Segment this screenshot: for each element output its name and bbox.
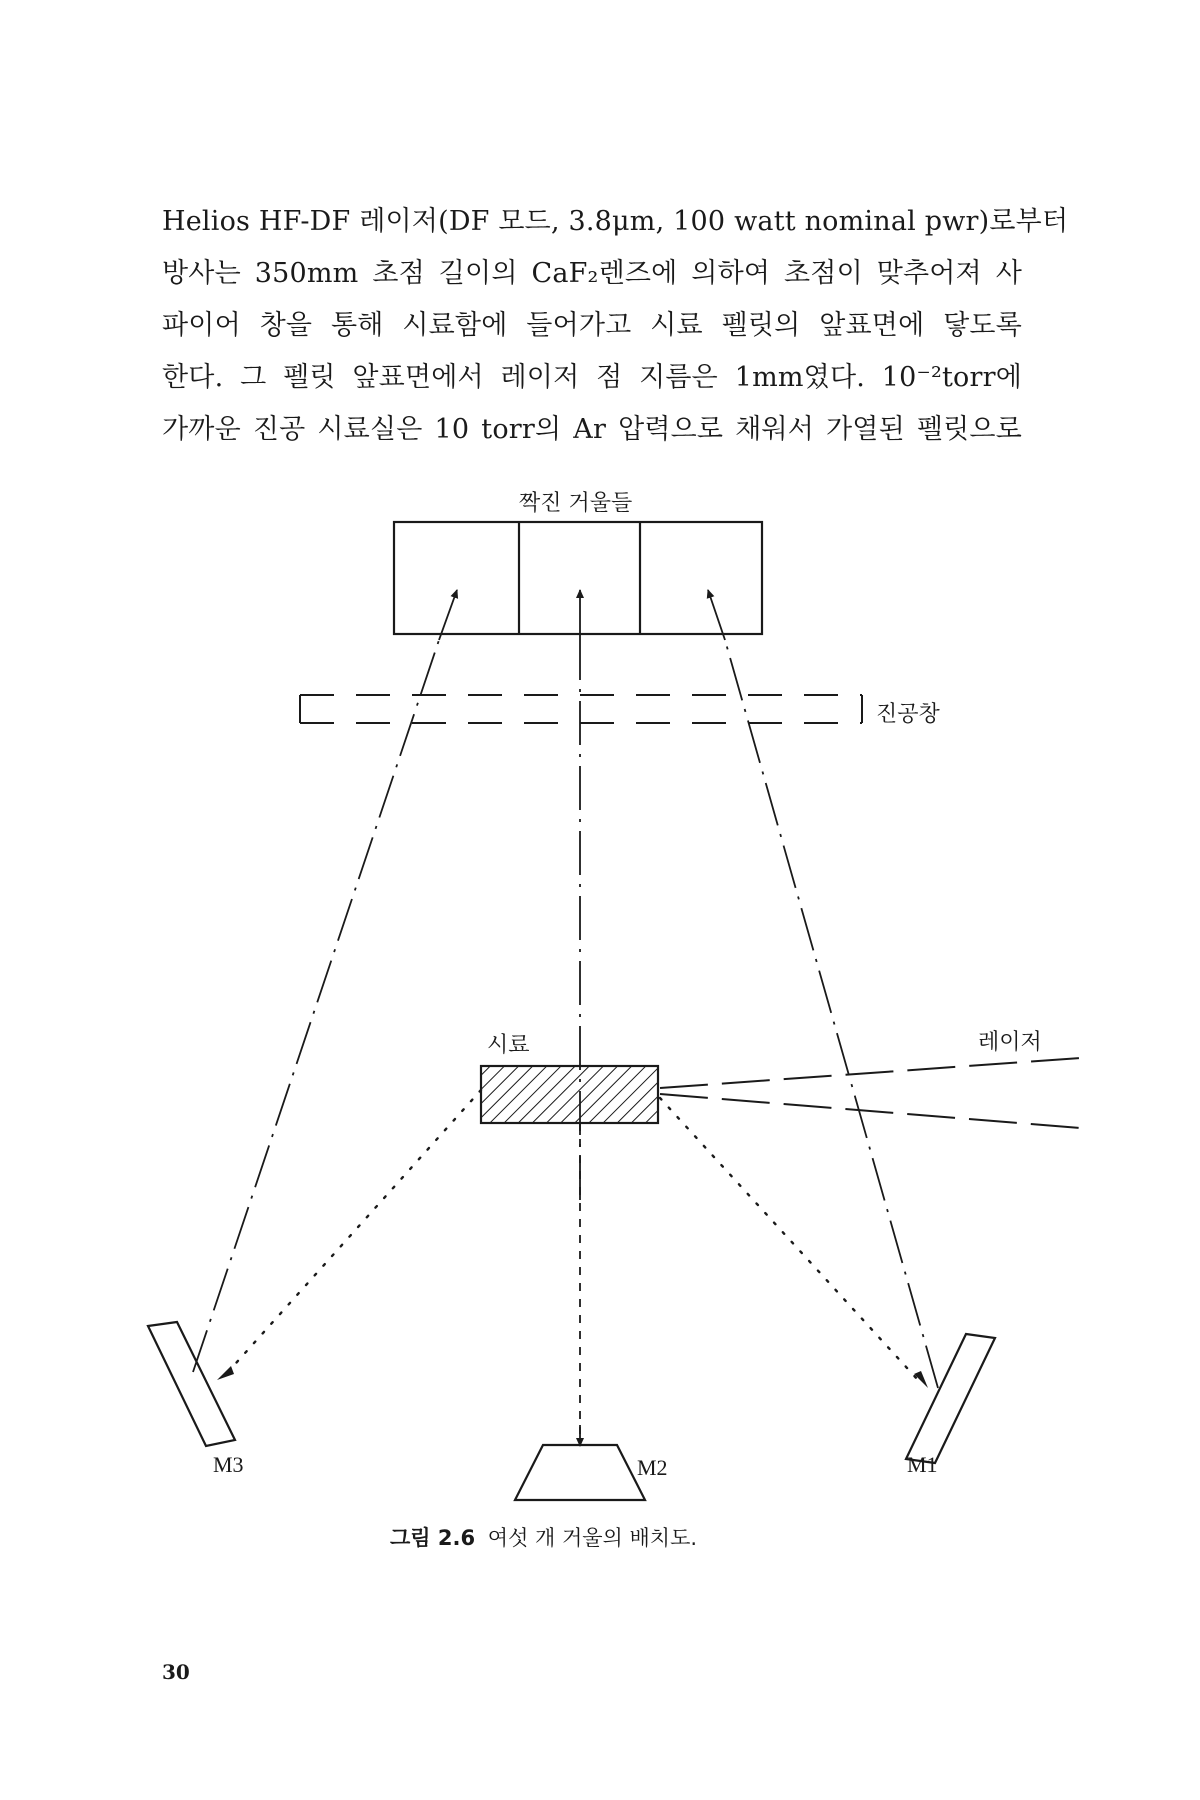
vacuum-window-label: 진공창 bbox=[876, 702, 940, 727]
paragraph-line-2: 방사는 350mm 초점 길이의 CaF₂렌즈에 의하여 초점이 맞추어져 사 bbox=[162, 258, 1022, 289]
mirror-m3-label: M3 bbox=[213, 1452, 244, 1477]
page-number: 30 bbox=[162, 1660, 190, 1684]
mirror-m3 bbox=[148, 1322, 235, 1446]
laser-beam bbox=[660, 1058, 1080, 1128]
reflected-beams bbox=[193, 640, 938, 1388]
paired-mirrors-label: 짝진 거울들 bbox=[519, 491, 633, 516]
mirror-m1-label: M1 bbox=[907, 1452, 938, 1477]
paragraph-line-1: Helios HF-DF 레이저(DF 모드, 3.8μm, 100 watt nominal pwr)로부터 bbox=[162, 206, 1069, 237]
incoming-beam-arrows bbox=[439, 590, 725, 640]
mirror-m2 bbox=[515, 1445, 645, 1500]
caption-label: 그림 2.6 bbox=[390, 1526, 476, 1550]
scattered-beam-arrowheads bbox=[217, 1366, 928, 1388]
caption-text: 여섯 개 거울의 배치도. bbox=[487, 1526, 698, 1550]
paired-mirrors-box bbox=[394, 522, 762, 634]
sample-label: 시료 bbox=[487, 1033, 530, 1058]
mirror-m2-label: M2 bbox=[637, 1455, 668, 1480]
sample-block bbox=[481, 1066, 658, 1123]
paragraph-line-3: 파이어 창을 통해 시료함에 들어가고 시료 펠릿의 앞표면에 닿도록 bbox=[162, 310, 1022, 341]
vacuum-window bbox=[300, 695, 862, 723]
figure-caption bbox=[390, 1522, 697, 1552]
mirror-m1 bbox=[906, 1334, 995, 1463]
laser-label: 레이저 bbox=[978, 1030, 1042, 1055]
scattered-beams bbox=[228, 1090, 918, 1380]
paragraph-line-4: 한다. 그 펠릿 앞표면에서 레이저 점 지름은 1mm였다. 10⁻²torr에 bbox=[162, 362, 1022, 393]
paragraph-line-5: 가까운 진공 시료실은 10 torr의 Ar 압력으로 채워서 가열된 펠릿으로 bbox=[162, 414, 1022, 445]
